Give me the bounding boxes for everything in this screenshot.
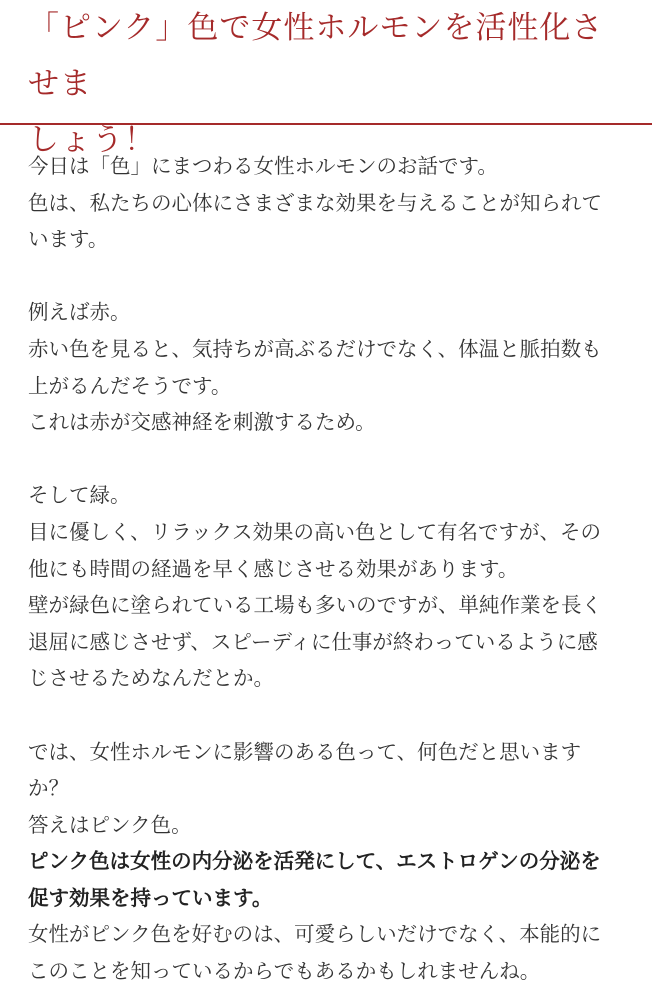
title-divider [0, 123, 652, 125]
text-line: 例えば赤。 [28, 300, 131, 325]
paragraph-spacer [28, 258, 628, 295]
text-line: います。 [28, 227, 109, 252]
paragraph-red [28, 294, 628, 440]
text-line: じさせるためなんだとか。 [28, 666, 274, 691]
text-line: 上がるんだそうです。 [28, 373, 232, 398]
text-line: 退屈に感じさせず、スピーディに仕事が終わっているように感 [28, 629, 598, 654]
text-line: 目に優しく、リラックス効果の高い色として有名ですが、その [28, 519, 601, 544]
paragraph-pink [28, 734, 628, 990]
paragraph-intro [28, 148, 628, 258]
article-title-line-2: しょう！ [28, 122, 156, 158]
paragraph-spacer [28, 697, 628, 734]
paragraph-spacer [28, 441, 628, 478]
text-line: では、女性ホルモンに影響のある色って、何色だと思います [28, 739, 582, 764]
text-line: 壁が緑色に塗られている工場も多いのですが、単純作業を長く [28, 593, 602, 618]
text-line: 他にも時間の経過を早く感じさせる効果があります。 [28, 556, 519, 581]
text-line: 色は、私たちの心体にさまざまな効果を与えることが知られて [28, 190, 602, 215]
bold-text-line: 促す効果を持っています。 [28, 885, 273, 910]
paragraph-green [28, 477, 628, 697]
article-body [28, 148, 628, 990]
article-title [0, 0, 652, 158]
text-line: そして緑。 [28, 483, 131, 508]
text-line: 今日は「色」にまつわる女性ホルモンのお話です。 [28, 154, 498, 178]
article-title-line-1: 「ピンク」色で女性ホルモンを活性化させま [28, 10, 604, 102]
text-line: か？ [28, 776, 69, 801]
bold-text-line: ピンク色は女性の内分泌を活発にして、エストロゲンの分泌を [28, 849, 601, 874]
text-line: 答えはピンク色。 [28, 812, 192, 837]
text-line: これは赤が交感神経を刺激するため。 [28, 410, 376, 435]
text-line: このことを知っているからでもあるかもしれませんね。 [28, 959, 541, 984]
text-line: 女性がピンク色を好むのは、可愛らしいだけでなく、本能的に [28, 922, 602, 947]
text-line: 赤い色を見ると、気持ちが高ぶるだけでなく、体温と脈拍数も [28, 336, 602, 361]
